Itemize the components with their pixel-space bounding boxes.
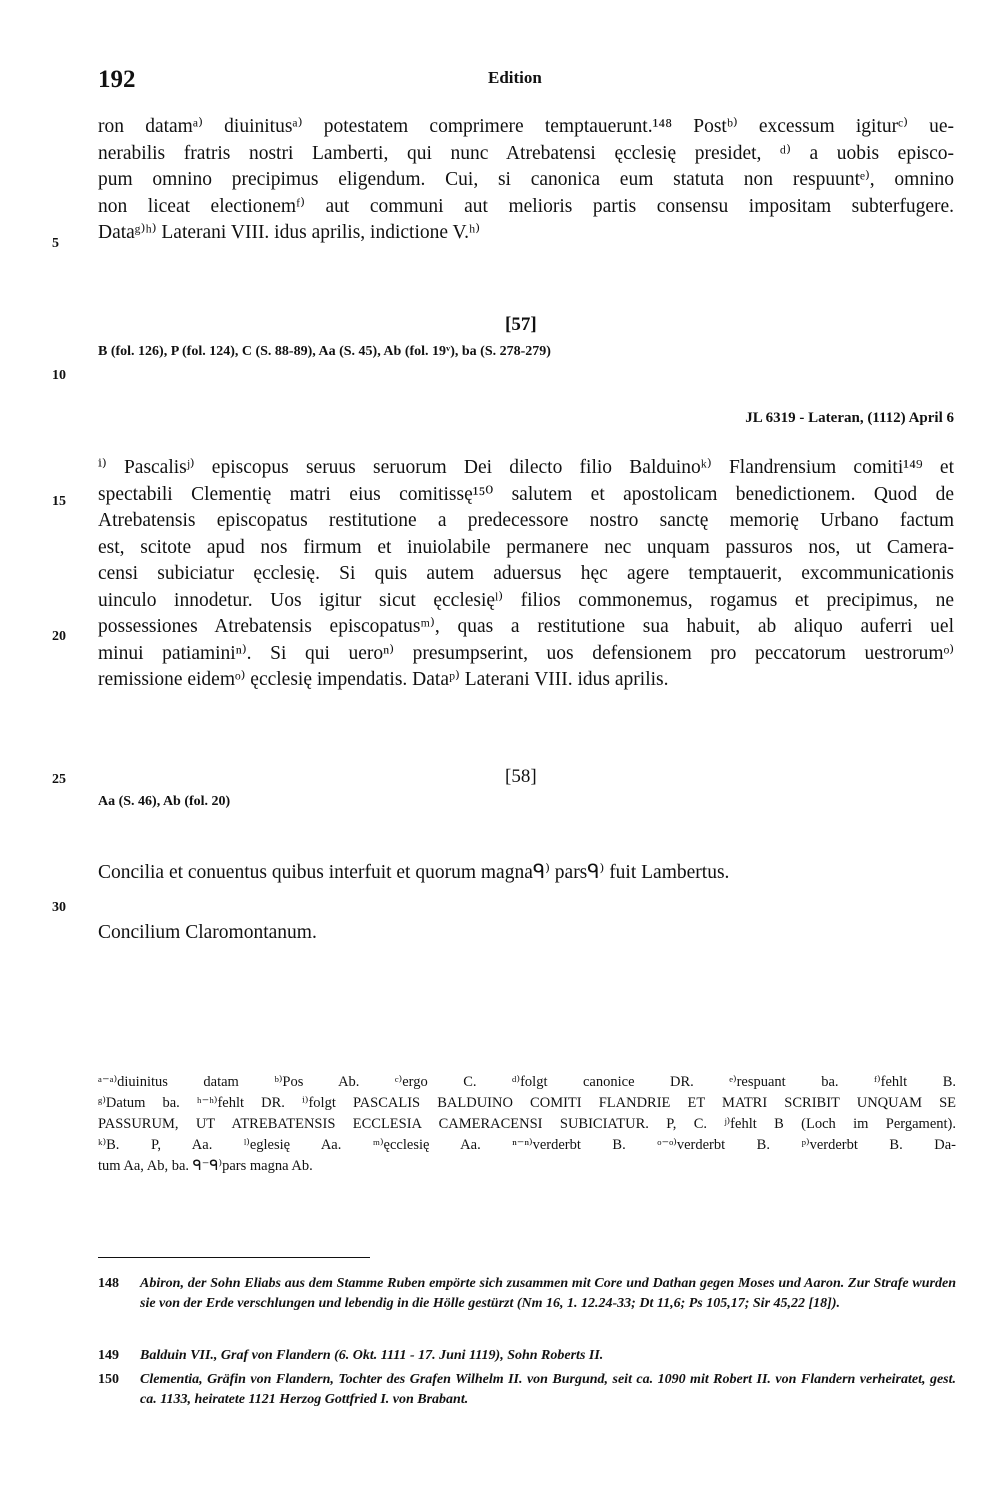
apparatus-line: ᵃ⁻ᵃ⁾diuinitus datam ᵇ⁾Pos Ab. ᶜ⁾ergo C. ᵈ⁾folgt canonice DR. ᵉ⁾respuant ba. ᶠ⁾fehlt B.: [98, 1074, 956, 1090]
text-line: censi subiciatur ęcclesię. Si quis autem aduersus hęc agere temptauerit, excommunicationis: [98, 563, 954, 584]
line-number-30: 30: [52, 900, 66, 915]
text-line: nerabilis fratris nostri Lamberti, qui nunc Atrebatensi ęcclesię presidet, ᵈ⁾ a uobis episco-: [98, 142, 954, 164]
footnote-text: Abiron, der Sohn Eliabs aus dem Stamme Ruben empörte sich zusammen mit Core und Dathan gegen Moses und Aaron. Zur Strafe wurden sie von der Erde verschlungen und lebendig in die Hölle gestürzt (Nm 16, 1. 12.24-33; Dt 11,6; Ps 105,17; Sir 45,22 [18]).: [140, 1276, 956, 1311]
footnote-text: Balduin VII., Graf von Flandern (6. Okt. 1111 - 17. Juni 1119), Sohn Roberts II.: [140, 1348, 604, 1363]
text-line: minui patiaminiⁿ⁾. Si qui ueroⁿ⁾ presumpserint, uos defensionem pro peccatorum uestrorumᵒ⁾: [98, 642, 954, 664]
regest-57: JL 6319 - Lateran, (1112) April 6: [745, 410, 954, 426]
line-number-5: 5: [52, 236, 59, 251]
text-line: ⁱ⁾ Pascalisʲ⁾ episcopus seruus seruorum Dei dilecto filio Balduinoᵏ⁾ Flandrensium comiti¹⁴⁹ et: [98, 457, 954, 478]
document-number-57: [57]: [505, 314, 537, 335]
text-line: remissione eidemᵒ⁾ ęcclesię impendatis. Dataᵖ⁾ Laterani VIII. idus aprilis.: [98, 669, 669, 690]
text-line: non liceat electionemᶠ⁾ aut communi aut melioris partis consensu impositam subterfugere.: [98, 195, 954, 217]
text-line: pum omnino precipimus eligendum. Cui, si canonica eum statuta non respuuntᵉ⁾, omnino: [98, 169, 954, 190]
line-number-15: 15: [52, 494, 66, 509]
critical-apparatus: [98, 1072, 956, 1177]
witnesses-58: Aa (S. 46), Ab (fol. 20): [98, 794, 231, 809]
line-number-20: 20: [52, 629, 66, 644]
text-line: Dataᵍ⁾ʰ⁾ Laterani VIII. idus aprilis, indictione V.ʰ⁾: [98, 222, 481, 243]
witnesses-57: B (fol. 126), P (fol. 124), C (S. 88-89), Aa (S. 45), Ab (fol. 19ᵛ), ba (S. 278-279): [98, 344, 551, 359]
text-line: possessiones Atrebatensis episcopatusᵐ⁾, quas a restitutione sua habuit, ab aliquo auferri uel: [98, 616, 954, 637]
document-56-text: [98, 114, 954, 247]
apparatus-line: ᵏ⁾B. P, Aa. ˡ⁾eglesię Aa. ᵐ⁾ęcclesię Aa. ⁿ⁻ⁿ⁾verderbt B. ᵒ⁻ᵒ⁾verderbt B. ᵖ⁾verderbt B. Da-: [98, 1137, 956, 1153]
footnote-149: [98, 1346, 956, 1366]
footnote-number: 149: [98, 1348, 119, 1363]
line-number-25: 25: [52, 772, 66, 787]
footnote-text: Clementia, Gräfin von Flandern, Tochter des Grafen Wilhelm II. von Burgund, seit ca. 1090 mit Robert II. von Flandern verheiratet, gest. ca. 1133, heiratete 1121 Herzog Gottfried I. von Brabant.: [140, 1372, 956, 1407]
apparatus-line: tum Aa, Ab, ba. ᑫ⁻ᑫ⁾pars magna Ab.: [98, 1158, 313, 1174]
document-58-title: Concilia et conuentus quibus interfuit et quorum magnaᑫ⁾ parsᑫ⁾ fuit Lambertus.: [98, 862, 730, 883]
apparatus-line: ᵍ⁾Datum ba. ʰ⁻ʰ⁾fehlt DR. ⁱ⁾folgt PASCALIS BALDUINO COMITI FLANDRIE ET MATRI SCRIBIT UNQUAM SE: [98, 1095, 956, 1111]
text-line: spectabili Clementię matri eius comitissę¹⁵⁰ salutem et apostolicam benedictionem. Quod de: [98, 483, 954, 505]
footnote-number: 150: [98, 1372, 119, 1387]
line-number-10: 10: [52, 368, 66, 383]
text-line: est, scitote apud nos firmum et inuiolabile permanere nec unquam passuros nos, ut Camera-: [98, 536, 954, 558]
document-58-subtitle: Concilium Claromontanum.: [98, 922, 317, 943]
footnote-148: [98, 1274, 956, 1314]
text-line: ron datamᵃ⁾ diuinitusᵃ⁾ potestatem comprimere temptauerunt.¹⁴⁸ Postᵇ⁾ excessum igiturᶜ⁾ ue-: [98, 116, 954, 137]
footnote-number: 148: [98, 1276, 119, 1291]
running-head: Edition: [488, 68, 542, 87]
text-line: Atrebatensis episcopatus restitutione a predecessore nostro sanctę memorię Urbano factum: [98, 510, 954, 531]
footnote-150: [98, 1370, 956, 1410]
apparatus-line: PASSURUM, UT ATREBATENSIS ECCLESIA CAMERACENSI SUBICIATUR. P, C. ʲ⁾fehlt B (Loch im Pergament).: [98, 1116, 956, 1132]
footnote-divider: [98, 1257, 370, 1258]
document-number-58: [58]: [505, 766, 537, 787]
document-57-text: [98, 455, 954, 694]
page-number: 192: [98, 66, 136, 93]
text-line: uinculo innodetur. Uos igitur sicut ęcclesięˡ⁾ filios commonemus, rogamus et precipimus, ne: [98, 589, 954, 611]
